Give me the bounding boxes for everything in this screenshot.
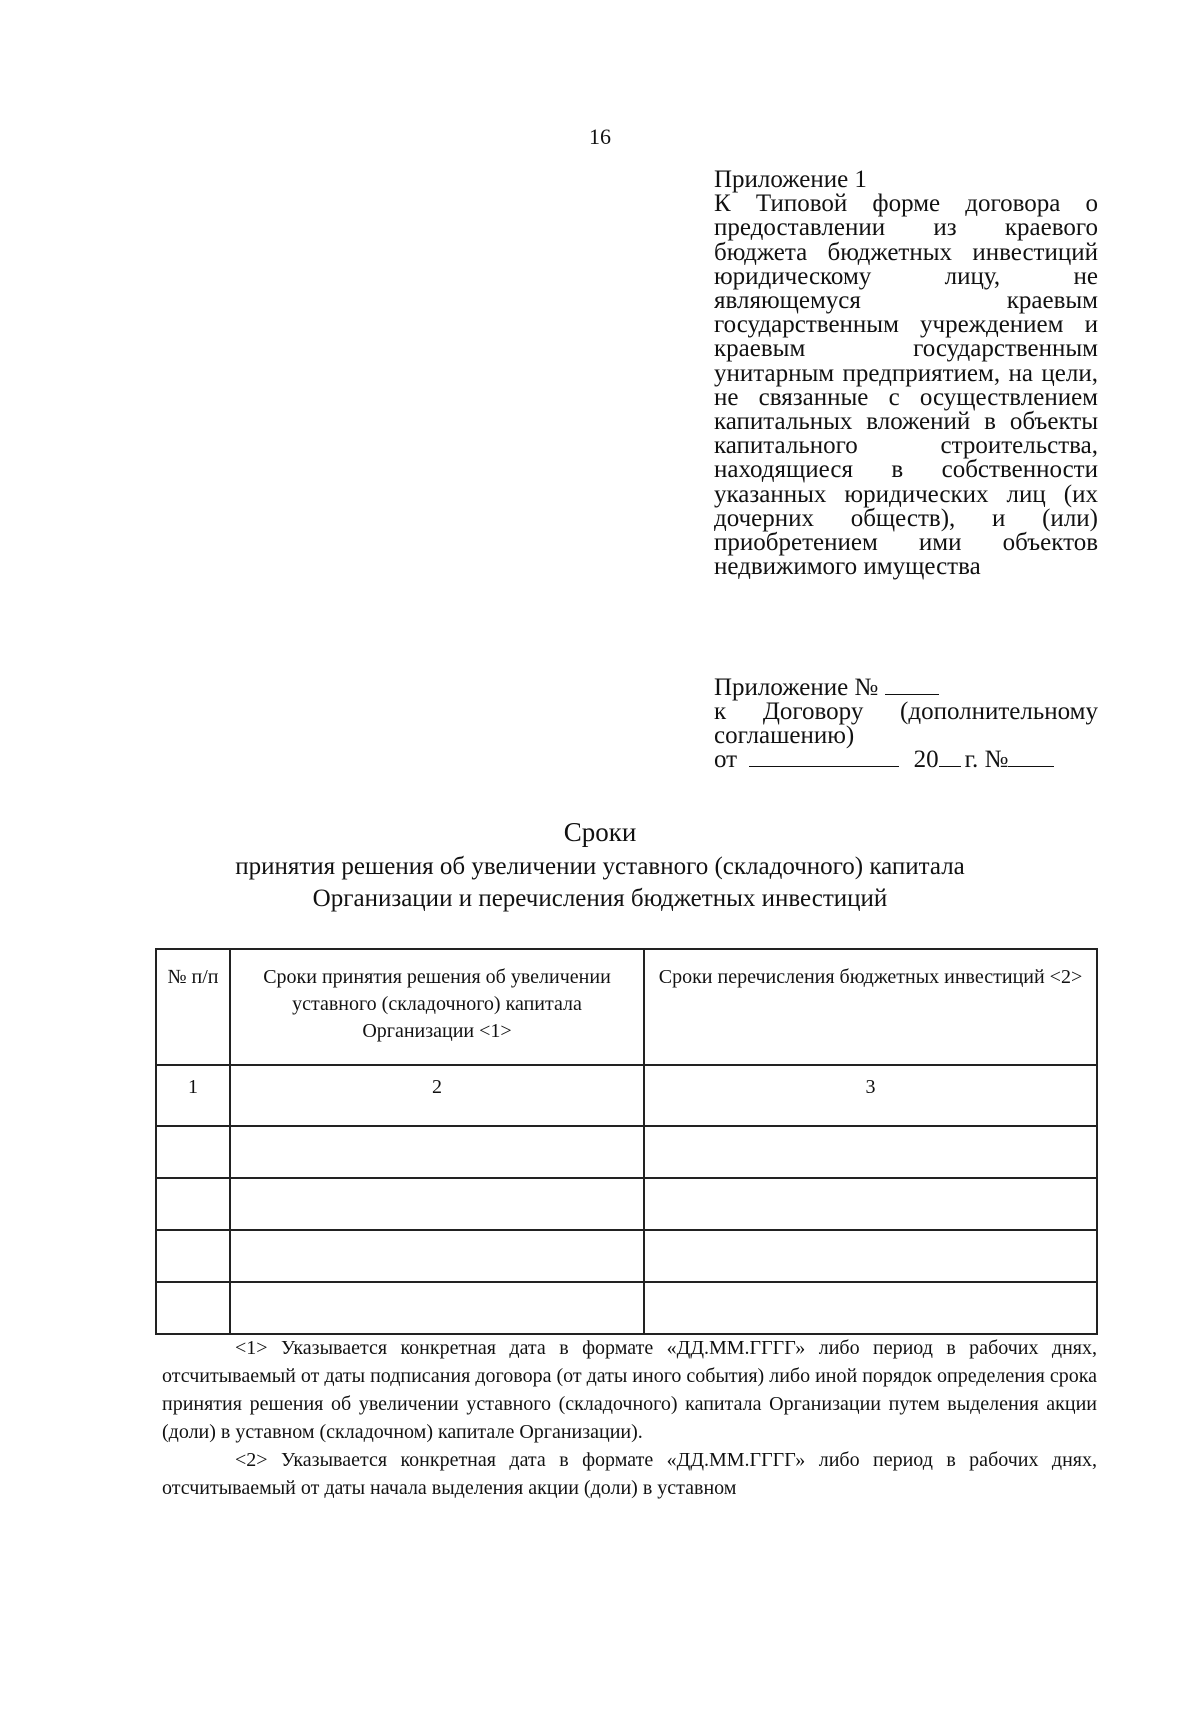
table-cell bbox=[230, 1282, 644, 1334]
column-header-decision-terms: Сроки принятия решения об увеличении уставного (складочного) капитала Организации <1> bbox=[230, 949, 644, 1065]
table-cell bbox=[644, 1282, 1097, 1334]
annex-reg-number-blank bbox=[1008, 748, 1054, 767]
terms-table bbox=[155, 948, 1098, 1335]
column-number-2: 2 bbox=[230, 1065, 644, 1126]
column-number-3: 3 bbox=[644, 1065, 1097, 1126]
table-row bbox=[156, 1178, 1097, 1230]
table-cell bbox=[644, 1230, 1097, 1282]
appendix-reference bbox=[714, 168, 1098, 579]
column-number-1: 1 bbox=[156, 1065, 230, 1126]
heading-subtitle-line1: принятия решения об увеличении уставного (складочного) капитала bbox=[235, 853, 965, 880]
annex-contract-line: к Договору (дополнительному соглашению) bbox=[714, 698, 1098, 749]
appendix-text: К Типовой форме договора о предоставлении из краевого бюджета бюджетных инвестиций юридическому лицу, не являющемуся краевым государственным учреждением и краевым государственным унитарным предприятием, на цели, не связанные с осуществлением капитальных вложений в объекты капитального строительства, находящиеся в собственности указанных юридических лиц (их дочерних обществ), и (или) приобретением ими объектов недвижимого имущества bbox=[714, 190, 1098, 581]
annex-date-prefix: от bbox=[714, 746, 738, 773]
column-header-transfer-terms: Сроки перечисления бюджетных инвестиций <2> bbox=[644, 949, 1097, 1065]
table-cell bbox=[156, 1126, 230, 1178]
annex-reference bbox=[714, 676, 1098, 772]
annex-year-blank bbox=[939, 748, 961, 767]
table-cell bbox=[156, 1230, 230, 1282]
footnote-1: <1> Указывается конкретная дата в формате «ДД.ММ.ГГГГ» либо период в рабочих днях, отсчитываемый от даты подписания договора (от даты иного события) либо иной порядок определения срока принятия решения об увеличении уставного (складочного) капитала Организации путем выделения акции (доли) в уставном (складочном) капитале Организации). bbox=[162, 1337, 1097, 1443]
table-cell bbox=[230, 1178, 644, 1230]
annex-number-blank bbox=[885, 676, 939, 695]
footnote-2: <2> Указывается конкретная дата в формате «ДД.ММ.ГГГГ» либо период в рабочих днях, отсчитываемый от даты начала выделения акции (доли) в уставном bbox=[162, 1449, 1097, 1499]
annex-year-label: 20 bbox=[913, 746, 939, 773]
heading-title: Сроки bbox=[563, 817, 637, 847]
annex-number-label: Приложение № bbox=[714, 674, 879, 701]
footnotes bbox=[162, 1334, 1097, 1502]
column-header-number: № п/п bbox=[156, 949, 230, 1065]
table-row bbox=[156, 1230, 1097, 1282]
annex-year-suffix: г. № bbox=[964, 746, 1009, 773]
page-number: 16 bbox=[589, 124, 611, 149]
annex-date-blank bbox=[749, 748, 899, 767]
table-cell bbox=[156, 1282, 230, 1334]
heading-subtitle-line2: Организации и перечисления бюджетных инвестиций bbox=[312, 885, 888, 912]
table-row bbox=[156, 1282, 1097, 1334]
appendix-title: Приложение 1 bbox=[714, 166, 867, 193]
table-cell bbox=[230, 1126, 644, 1178]
table-cell bbox=[644, 1126, 1097, 1178]
table-cell bbox=[230, 1230, 644, 1282]
table-numbering-row bbox=[156, 1065, 1097, 1126]
table-cell bbox=[644, 1178, 1097, 1230]
table-cell bbox=[156, 1178, 230, 1230]
table-row bbox=[156, 1126, 1097, 1178]
table-header-row bbox=[156, 949, 1097, 1065]
